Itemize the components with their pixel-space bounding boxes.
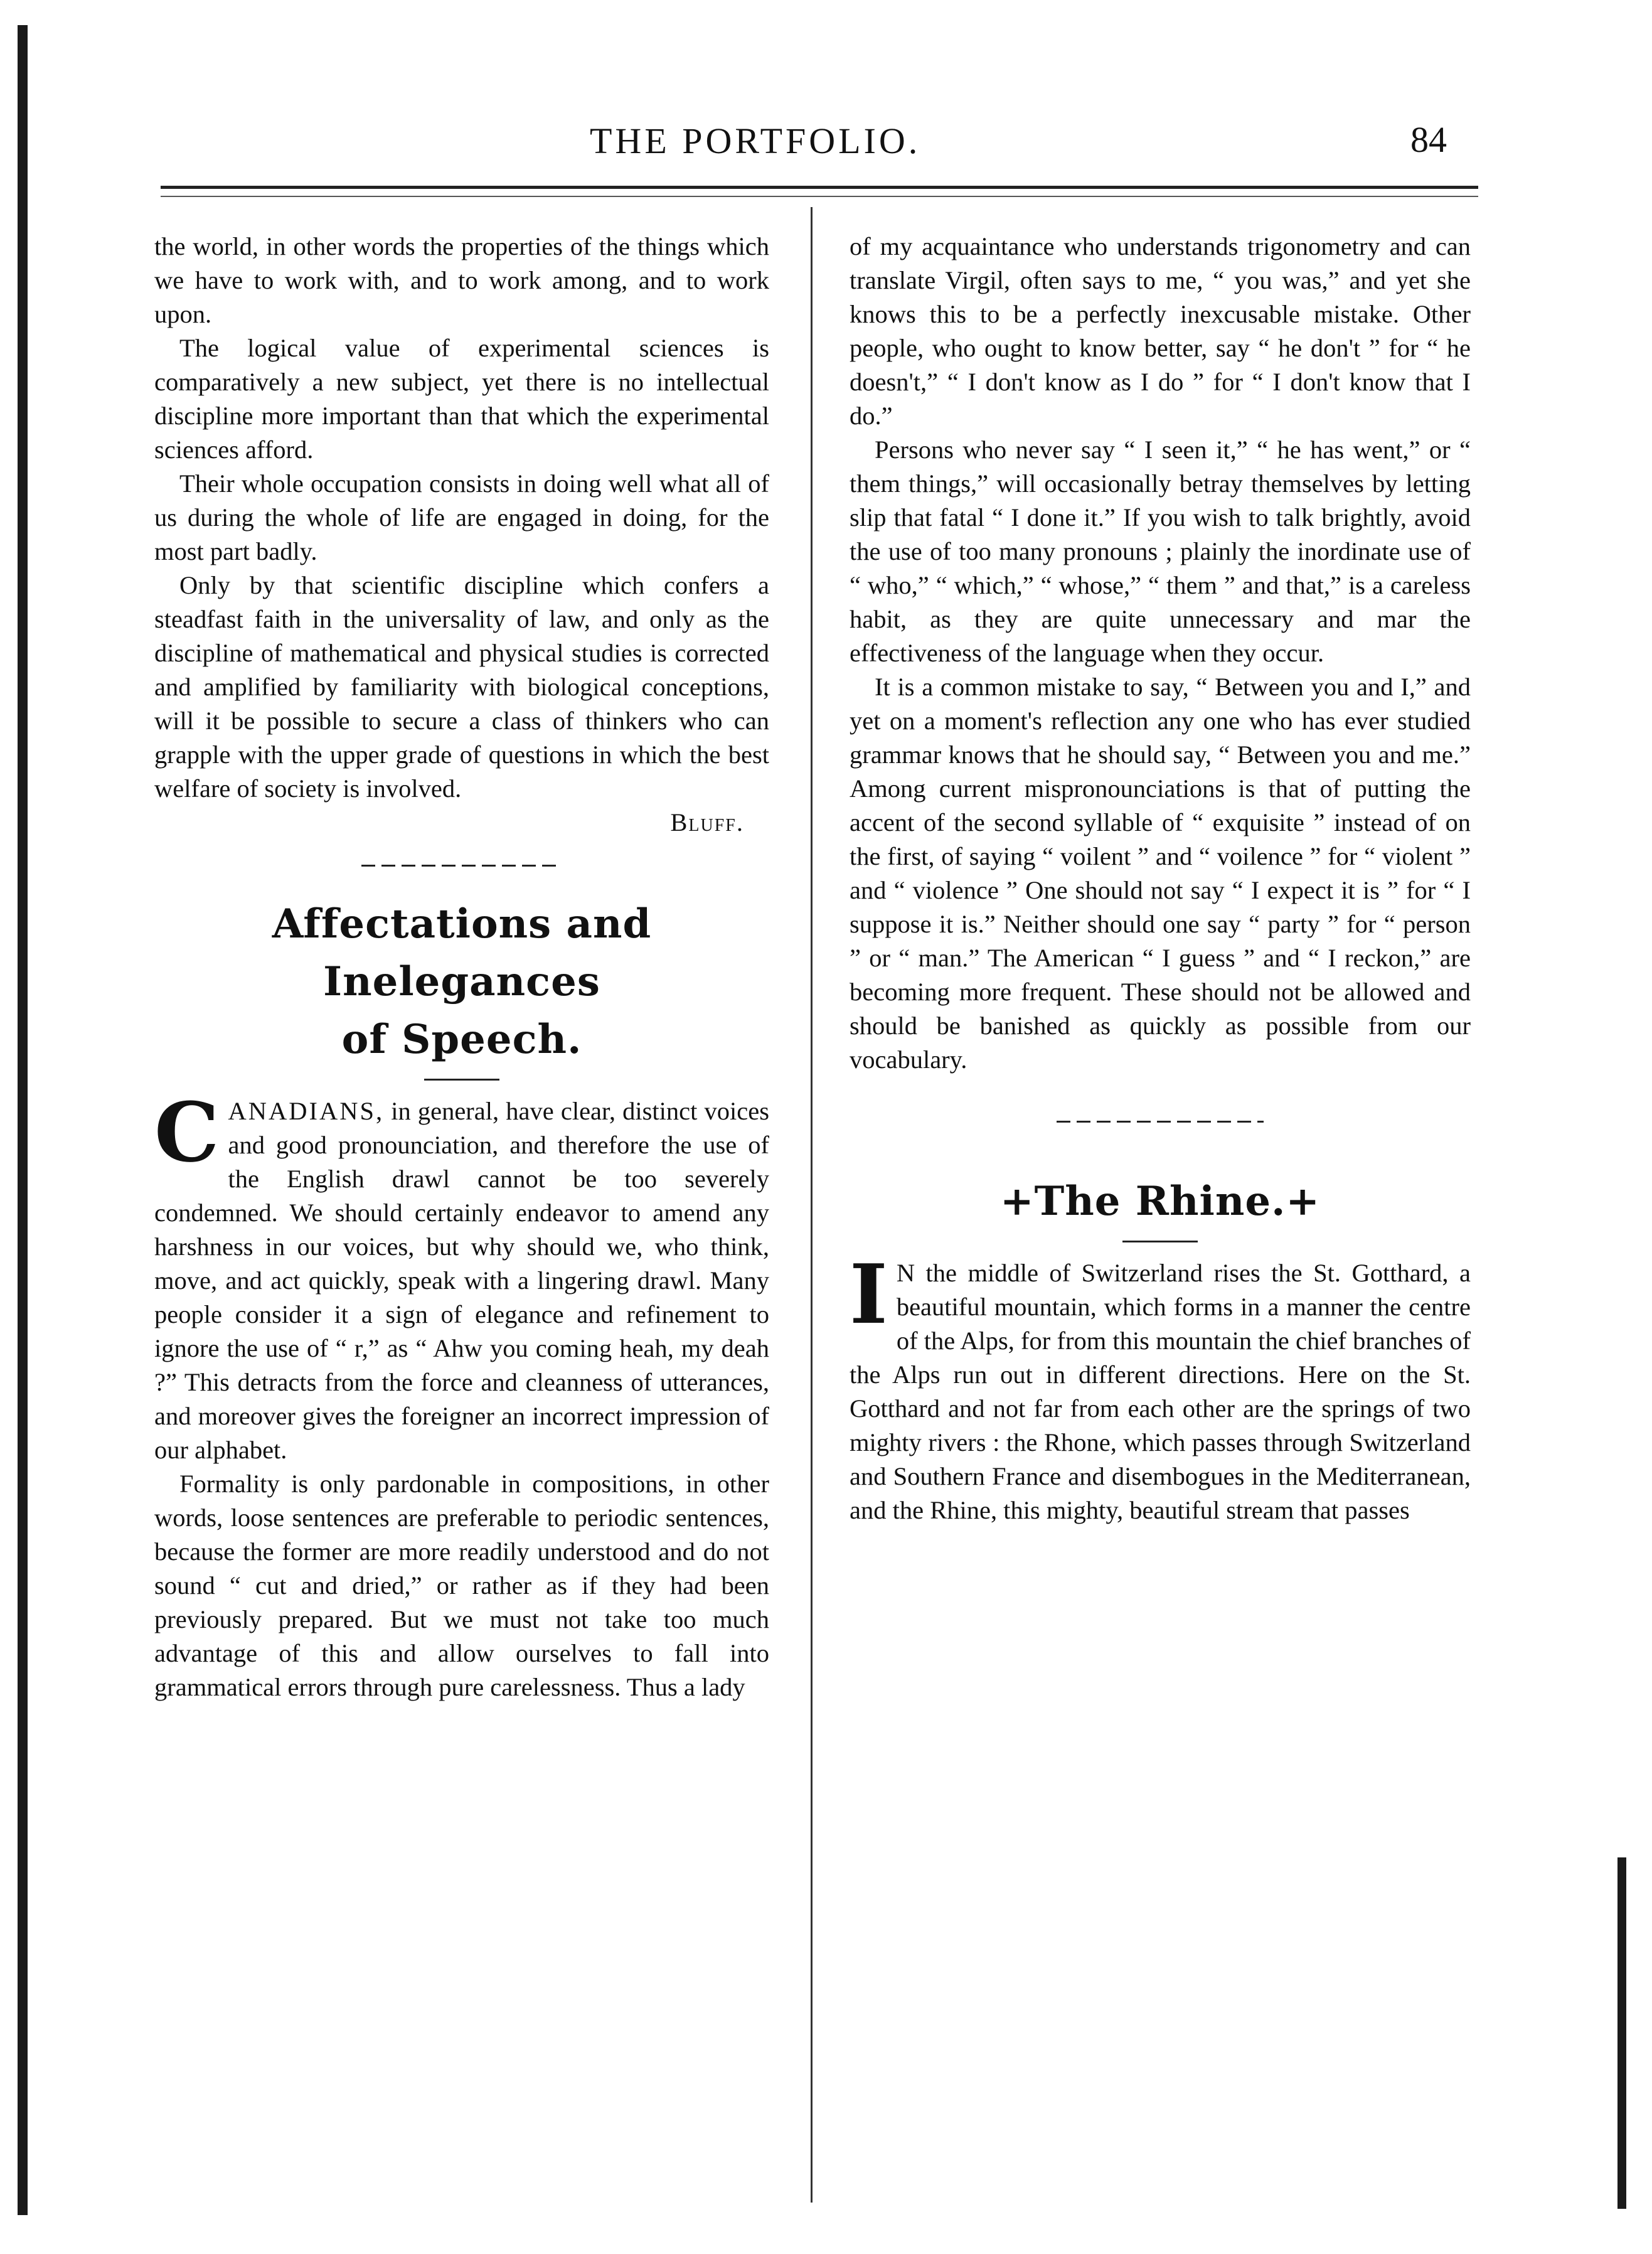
lead-letter: N (896, 1259, 915, 1287)
paragraph-4-body: the middle of Switzerland rises the St. Gotthard, a beautiful mountain, which forms in a manner the centre of the Alps, for from this mountain the chief branches of the Alps run out in different directions. Here on the St. Gotthard and not far from each other are the springs of two mighty rivers : the Rhone, which passes through Switzerland and Southern France and disembogues in the Mediterranean, and the Rhine, this mighty, beautiful stream that passes (850, 1259, 1471, 1524)
drop-cap: C (154, 1084, 220, 1180)
page-number: 84 (1410, 119, 1447, 160)
header-rule-thin (161, 196, 1478, 197)
article-title-line-1: Affectations and Inelegances (272, 900, 652, 1005)
column-divider (811, 207, 813, 2203)
section-separator (361, 865, 562, 867)
left-paragraph-2: The logical value of experimental sciences is comparatively a new subject, yet there is no intellectual discipline more important than that which the experimental sciences afford. (154, 334, 769, 464)
scan-edge-left (18, 25, 28, 2215)
header-rule (161, 186, 1478, 189)
left-column (154, 230, 769, 1704)
paragraph-5-body: in general, have clear, distinct voices and good pronounciation, and therefore the use of the English drawl cannot be too severely condemned. We should certainly endeavor to amend any harshness in our voices, but why should we, who think, move, and act quickly, speak with a lingering drawl. Many people consider it a sign of elegance and refinement to ignore the use of “ r,” as “ Ahw you coming heah, my deah ?” This detracts from the force and cleanness of utterances, and moreover gives the foreigner an incorrect impression of our alphabet. (154, 1097, 769, 1464)
left-paragraph-4: Only by that scientific discipline which confers a steadfast faith in the universality of law, and only as the discipline of mathematical and physical studies is corrected and amplified by familiarity with biological conceptions, will it be possible to secure a class of thinkers who can grapple with the upper grade of questions in which the best welfare of society is involved. (154, 571, 769, 803)
right-paragraph-3: It is a common mistake to say, “ Between you and I,” and yet on a moment's reflection any one who has ever studied grammar knows that he should say, “ Between you and me.” Among current mispronounciations is that of putting the accent of the second syllable of “ exquisite ” instead of on the first, of saying “ voilent ” and “ voilence ” for “ violent ” and “ violence ” One should not say “ I expect it is ” for “ I suppose it is.” Neither should one say “ party ” for “ person ” or “ man.” The American “ I guess ” and “ I reckon,” are becoming more frequent. These should not be allowed and should be banished as quickly as possible from our vocabulary. (850, 673, 1471, 1074)
left-paragraph-5 (154, 1084, 769, 1467)
rhine-title-underline (1122, 1241, 1198, 1242)
right-paragraph-1: of my acquaintance who understands trigonometry and can translate Virgil, often says to me, “ you was,” and yet she knows this to be a perfectly inexcusable mistake. Other people, who ought to know better, say “ he don't ” for “ he doesn't,” “ I don't know as I do ” for “ I don't know that I do.” (850, 232, 1471, 430)
rhine-title: +The Rhine.+ (1000, 1178, 1320, 1225)
lead-word: ANADIANS, (228, 1097, 385, 1125)
signature-line (154, 806, 769, 840)
title-underline (424, 1079, 499, 1081)
scan-edge-right (1617, 1857, 1626, 2209)
right-paragraph-2: Persons who never say “ I seen it,” “ he has went,” or “ them things,” will occasionally betray themselves by letting slip that fatal “ I done it.” If you wish to talk brightly, avoid the use of too many pronouns ; plainly the inordinate use of “ who,” “ which,” “ whose,” “ them ” and that,” is a careless habit, as they are quite unnecessary and mar the effectiveness of the language when they occur. (850, 435, 1471, 667)
right-paragraph-4 (850, 1246, 1471, 1527)
left-paragraph-6: Formality is only pardonable in compositions, in other words, loose sentences are preferable to periodic sentences, because the former are more readily understood and do not sound “ cut and dried,” or rather as if they had been previously prepared. But we must not take too much advantage of this and allow ourselves to fall into grammatical errors through pure carelessness. Thus a lady (154, 1470, 769, 1701)
signature: Bluff. (670, 808, 744, 836)
right-column (850, 230, 1471, 1527)
running-head: THE PORTFOLIO. (590, 120, 921, 161)
left-paragraph-1: the world, in other words the properties of the things which we have to work with, and to work among, and to work upon. (154, 232, 769, 328)
section-separator-right (1057, 1121, 1264, 1123)
drop-cap-i: I (850, 1246, 888, 1342)
left-paragraph-3: Their whole occupation consists in doing well what all of us during the whole of life are engaged in doing, for the most part badly. (154, 469, 769, 565)
article-title-line-2: of Speech. (341, 1016, 582, 1063)
